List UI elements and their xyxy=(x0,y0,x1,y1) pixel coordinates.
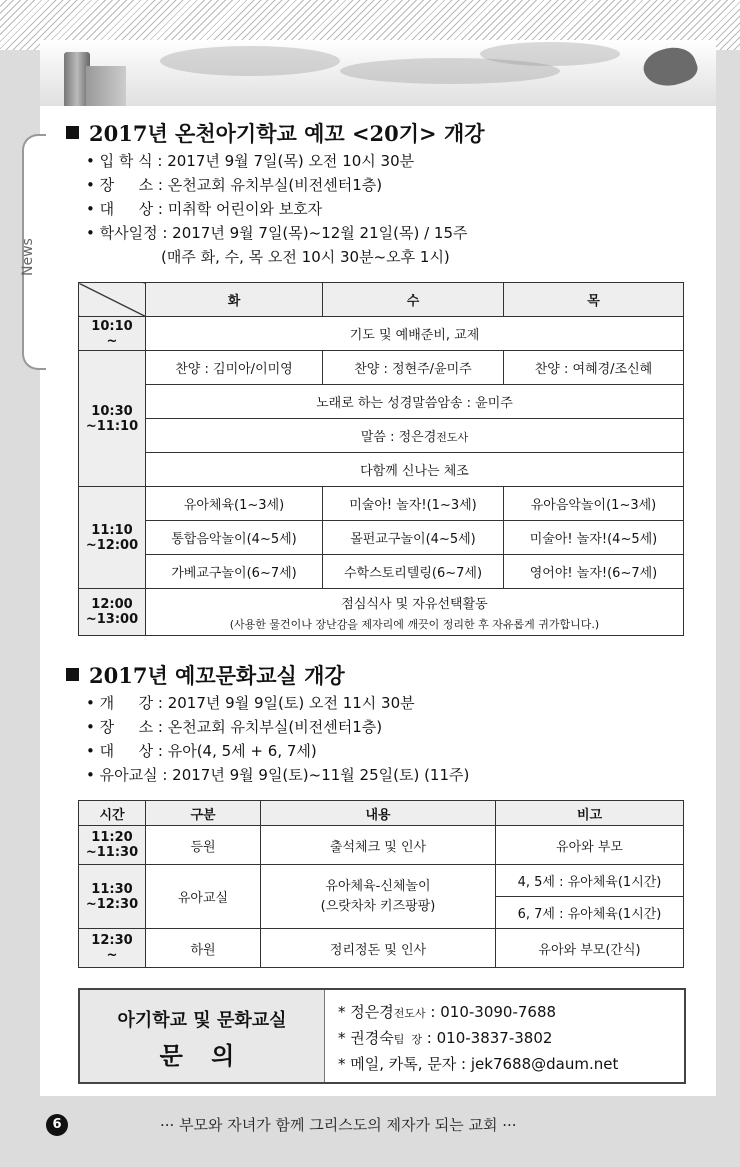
footer-slogan: ··· 부모와 자녀가 함께 그리스도의 제자가 되는 교회 ··· xyxy=(160,1116,517,1134)
table-cell: 유아음악놀이(1~3세) xyxy=(504,487,684,521)
time-cell: 11:30 ~12:30 xyxy=(79,865,146,929)
contact-line: * 메일, 카톡, 문자 : jek7688@daum.net xyxy=(338,1055,619,1073)
info-line: • 입 학 식 : 2017년 9월 7일(목) 오전 10시 30분 xyxy=(86,152,415,170)
contact-heading xyxy=(80,990,325,1082)
info-line: • 학사일정 : 2017년 9월 7일(목)~12월 21일(목) / 15주 xyxy=(86,224,468,242)
table-cell: 말씀 : 정은경전도사 xyxy=(146,419,684,453)
contact-lines xyxy=(338,1000,618,1076)
header-banner-image xyxy=(40,40,716,106)
table-cell: 4, 5세 : 유아체육(1시간) xyxy=(496,865,684,897)
info-line: • 대 상 : 미취학 어린이와 보호자 xyxy=(86,200,323,218)
header-content: 내용 xyxy=(261,801,496,826)
table-cell: 가베교구놀이(6~7세) xyxy=(146,555,323,589)
time-cell: 11:10 ~12:00 xyxy=(79,487,146,589)
header-tue: 화 xyxy=(146,283,323,317)
table-cell: 몰펀교구놀이(4~5세) xyxy=(323,521,504,555)
header-wed: 수 xyxy=(323,283,504,317)
section2-info xyxy=(86,690,469,786)
info-line: • 장 소 : 온천교회 유치부실(비전센터1층) xyxy=(86,176,383,194)
time-cell: 10:10 ~ xyxy=(79,317,146,351)
contact-line: * 권경숙팀 장 : 010-3837-3802 xyxy=(338,1029,553,1047)
header-thu: 목 xyxy=(504,283,684,317)
table-cell: 찬양 : 여혜경/조신혜 xyxy=(504,351,684,385)
time-cell: 10:30 ~11:10 xyxy=(79,351,146,487)
time-cell: 11:20 ~11:30 xyxy=(79,826,146,865)
info-line: • 장 소 : 온천교회 유치부실(비전센터1층) xyxy=(86,718,383,736)
table-cell: 유아교실 xyxy=(146,865,261,929)
schedule-table xyxy=(78,282,684,636)
table-cell: 노래로 하는 성경말씀암송 : 윤미주 xyxy=(146,385,684,419)
page-number: 6 xyxy=(46,1114,68,1136)
table-cell: 다함께 신나는 체조 xyxy=(146,453,684,487)
contact-title: 아기학교 및 문화교실 xyxy=(117,1010,287,1031)
time-cell: 12:30 ~ xyxy=(79,929,146,968)
corner-cell xyxy=(79,283,146,317)
header-note: 비고 xyxy=(496,801,684,826)
table-cell: 수학스토리텔링(6~7세) xyxy=(323,555,504,589)
table-cell: 유아와 부모 xyxy=(496,826,684,865)
table-cell: 6, 7세 : 유아체육(1시간) xyxy=(496,897,684,929)
table-cell: 찬양 : 정현주/윤미주 xyxy=(323,351,504,385)
table-cell: 찬양 : 김미아/이미영 xyxy=(146,351,323,385)
table-cell: 미술아! 놀자!(4~5세) xyxy=(504,521,684,555)
table-cell: 유아체육(1~3세) xyxy=(146,487,323,521)
info-line: • 개 강 : 2017년 9월 9일(토) 오전 11시 30분 xyxy=(86,694,415,712)
contact-box xyxy=(78,988,686,1084)
info-line: (매주 화, 수, 목 오전 10시 30분~오후 1시) xyxy=(86,248,450,266)
table-cell: 미술아! 놀자!(1~3세) xyxy=(323,487,504,521)
culture-class-table xyxy=(78,800,684,968)
table-cell: 점심식사 및 자유선택활동 (사용한 물건이나 장난감을 제자리에 깨끗이 정리한 후 자유롭게 귀가합니다.) xyxy=(146,589,684,636)
header-division: 구분 xyxy=(146,801,261,826)
map-icon xyxy=(639,40,701,93)
table-cell: 출석체크 및 인사 xyxy=(261,826,496,865)
section2-title: 2017년 예꼬문화교실 개강 xyxy=(66,660,345,690)
contact-subtitle: 문 의 xyxy=(159,1042,245,1070)
table-cell: 등원 xyxy=(146,826,261,865)
table-cell: 통합음악놀이(4~5세) xyxy=(146,521,323,555)
info-line: • 유아교실 : 2017년 9월 9일(토)~11월 25일(토) (11주) xyxy=(86,766,470,784)
table-cell: 정리정돈 및 인사 xyxy=(261,929,496,968)
time-cell: 12:00 ~13:00 xyxy=(79,589,146,636)
section1-info xyxy=(86,148,467,268)
table-cell: 기도 및 예배준비, 교제 xyxy=(146,317,684,351)
side-label: News xyxy=(20,238,36,276)
contact-line: * 정은경전도사 : 010-3090-7688 xyxy=(338,1003,557,1021)
table-cell: 유아와 부모(간식) xyxy=(496,929,684,968)
header-time: 시간 xyxy=(79,801,146,826)
table-cell: 하원 xyxy=(146,929,261,968)
info-line: • 대 상 : 유아(4, 5세 + 6, 7세) xyxy=(86,742,317,760)
section1-title: 2017년 온천아기학교 예꼬 <20기> 개강 xyxy=(66,118,485,148)
table-cell: 유아체육-신체놀이 (으랏차차 키즈팡팡) xyxy=(261,865,496,929)
table-cell: 영어야! 놀자!(6~7세) xyxy=(504,555,684,589)
